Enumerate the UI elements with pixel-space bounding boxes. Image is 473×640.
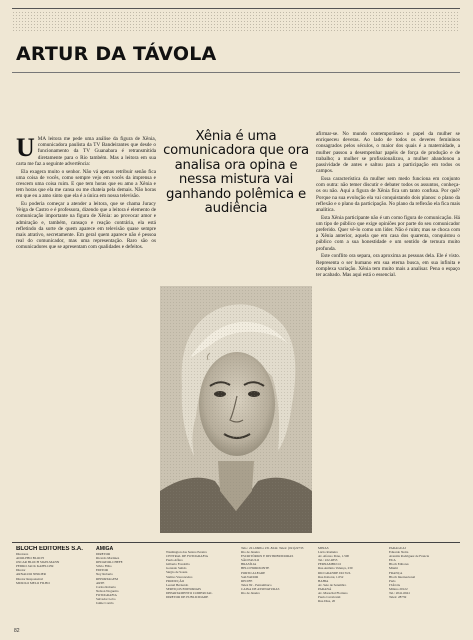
masthead-line: Milano 20122 [389,586,408,591]
pull-quote: Xênia é uma comunicadora que ora analisa ora opina e nessa mistura vai ganhando polêmica e audiência [163,129,309,217]
article-paragraph: Este conflito ora separa, ora aproxima as pessoas dela. Ele é visto. Representa o ser humano em sua eterna busca, em sua infinita e complexa variação. Xênia tem muito mais a analisar. Pena o espaço ter acabado. Mas aqui está o essencial. [316,253,460,278]
publisher-title: BLOCH EDITORES S.A. [16,546,83,552]
masthead-line: Gilberto Fondolla [166,562,190,567]
masthead-line: PARAGUAI [389,546,406,550]
masthead-line: DEPARTAMENTO COMERCIAL [166,590,213,595]
masthead-line: Telex 82 - Pernambuco [241,582,272,587]
masthead-line: DIRETOR DE PUBLICIDADE [166,595,209,600]
paragraph-text: MA leitora me pede uma análise da figura de Xênia, comunicadora paulista da TV Bandeirantes que desde o funcionamento da TV Guanabara é retransmitida diretamente para o Rio também. Mas a leitora em sua carta me faz a seguinte advertência: [16,136,156,167]
masthead-line: SALVADOR [241,574,259,579]
masthead-line: Av. Afonso Pena, 1.500 [318,554,350,559]
masthead-line: SÃO PAULO [241,558,260,563]
masthead-line: ARNALDO NISKIER [16,572,46,577]
masthead-line: Sílvio Filho [96,564,112,569]
masthead-line: PEDRO JACK KAPELLER [16,564,54,569]
masthead-line: Bloch Internacional [389,574,416,579]
masthead-line: REPORTAGEM [96,576,118,581]
masthead-line: ARTE [96,580,105,585]
masthead-line: DIRETOR [96,552,111,556]
masthead-line: Tel.: 2041-6641 [389,591,411,596]
masthead-line: ITÁLIA [389,582,400,587]
masthead-line: Tel.: 222-4855 [318,558,338,563]
masthead-line: RECIFE [241,578,253,583]
masthead-line: Salvador Lobo [96,597,116,602]
masthead-line: Diretor [16,568,26,573]
masthead-line: EDITOR [96,568,109,573]
article-paragraph: Ela exagera muito o senhor. Não vá apenas retribuir senão fica uma coisa de vocês, como sempre vejo em vocês da imprensa e crescem uma coisa ruim. E que tem horas que eu amo a Xênia e tem horas que ela me cansa ou me chateia pela demais. Não horas em que eu a amo sinto que ela é a única em nossa televisão. [16,168,156,200]
masthead-line: PRODUÇÃO [166,578,185,583]
masthead-line: ESCRITÓRIOS E DISTRIBUIDORAS [241,554,294,559]
masthead-line: Avenida Rodríguez de Francia [389,554,430,559]
masthead-line: Rua Antônio Valença, 230 [318,566,353,571]
masthead-line: Carlos Roberto [96,584,117,589]
masthead-line: MINAS [318,546,329,550]
masthead-line: CAIXA DE ASSINATURAS [241,586,280,591]
masthead-phones [241,546,316,626]
masthead-line: Av. Marechal Floriano [318,591,348,596]
masthead-foreign [389,546,460,626]
masthead-line: CENTRAL DE FOTOGRAFIA [166,554,208,559]
masthead-line: PARANÁ [318,586,332,591]
masthead-line: Telex: 28759 [389,595,407,600]
masthead-line: Ricardo Martinez [96,556,120,561]
masthead-line: BRASÍLIA [241,562,257,567]
drop-cap: U [16,136,35,162]
masthead-line: Nelson Nogueira [96,588,119,593]
article-paragraph: Essa característica da mulher sem medo funciona em conjunto com outra: não temer discutir e debater todos os assuntos, conheça-os ou não. Aqui a figura de Xênia fica um tanto confusa. Por quê? Porque na sua evolução ela vai conquistando dois planos: o plano da reflexão e o plano da participação. No plano da reflexão ela fica mais analítica. [316,175,460,213]
masthead-line: Washington das Santos Pereira [166,550,207,554]
masthead-line: Rua Itaboraí, 1.052 [318,574,344,579]
masthead-line: PORTO ALEGRE [241,570,266,575]
masthead-amiga [96,546,164,626]
masthead-line: Paris [389,578,396,583]
article-paragraph [16,136,156,167]
masthead-line: Eduardo Neira [389,550,409,555]
right-column [316,131,460,533]
portrait-illustration [160,286,312,533]
masthead-line: Diretor Responsável [16,576,44,581]
masthead-line: Rio de Janeiro [241,591,261,596]
masthead-line: REDATOR-CHEFE [96,560,123,565]
masthead-line: RIO GRANDE DO SUL [318,570,351,575]
masthead-line: Paulo Cavalcanti [318,595,341,600]
column-title: ARTUR DA TÁVOLA [16,43,217,65]
left-column [16,136,156,533]
top-rule [12,8,460,9]
halftone-band [12,11,460,33]
masthead-line: Av. Sete de Setembro [318,582,347,587]
masthead-line: Diretores [16,552,29,556]
masthead-line: Ney Roberto [96,572,113,577]
masthead-line: OSCAR BLOCH SIGELMANN [16,560,60,565]
masthead-line: MURILO MELO FILHO [16,580,50,585]
masthead-branches [318,546,386,626]
masthead-line: Paulo Affaro [166,558,183,563]
masthead-line: Tels.: 221-6666 e 231-8242. Telex: (021)22733 [241,546,304,550]
masthead-line: Rua Dias, 20 [318,599,336,604]
title-rule [12,72,460,73]
portrait-photo [160,286,312,533]
amiga-title: AMIGA [96,546,114,552]
page-number: 82 [14,628,20,634]
masthead-line: Jaime Corrêa [96,601,114,606]
masthead-line: FRANÇA [389,570,403,575]
masthead-line: Rio de Janeiro [241,550,261,555]
masthead-line: Leonel Bernardo [166,582,189,587]
masthead-advertising [166,550,239,628]
masthead-line: BELO HORIZONTE [241,566,270,571]
article-paragraph: Eu poderia começar a atender a leitora, que se chama Juracy Veiga de Castro e é professora, dizendo que a leitora é elemento de comunicação importante na figura de Xênia: ao provocar amor e admiração e, também, cansaço e reação contrária, ela está refletindo da sorte de quem aparece em televisão quase sempre mais atrativo, secretamente. Em geral quem aparece não é pessoa real do comunicador, mas uma representação. Raro são os comunicadores que se apresentam com qualidades e defeitos. [16,201,156,251]
masthead-line: Gonzalo Salido [166,566,187,571]
masthead-line: BAHIA [318,578,329,583]
masthead-line: PERNAMBUCO [318,562,341,567]
masthead-line: SERVIÇOS EDITORIAIS [166,586,201,591]
masthead-line: ADOLPHO BLOCH [16,556,44,561]
article-paragraph: Esta Xênia participante não é um como figura de comunicação. Há um tipo de público que exige opiniões por parte do seu comunicador preferido. Quer vê-lo como um líder. Não é ruim; mas se choca com a Xênia anterior, aquela que em casa dos quarenta, conquistou o público com a sua honestidade e um sentido de ternura muito profunda. [316,214,460,252]
masthead-line: Miami [389,566,398,571]
masthead-publisher [16,546,91,626]
article-paragraph: afirmar-se. No mundo contemporâneo o papel da mulher se enriqueceu deveras. Ao lado de todos os deveres femininos consagrados pelos séculos, o maior dos quais é a maternidade, a mulher passou a desempenhar papéis de força de produção e de trabalho; a mulher se profissionalizou, a mulher abandonou a passividade de antes e saltou para a participação em todos os campos. [316,131,460,175]
masthead-line: EUA [389,558,396,563]
masthead-line: Stelino Vasconcelos [166,574,193,579]
masthead-line: FOTOGRAFIA [96,592,117,597]
masthead-line: Lúcio Romeiro [318,550,339,555]
masthead-line: Sérgio de Souza [166,570,188,575]
footer-rule [12,542,460,543]
masthead-line: Bloch Editores [389,562,409,567]
